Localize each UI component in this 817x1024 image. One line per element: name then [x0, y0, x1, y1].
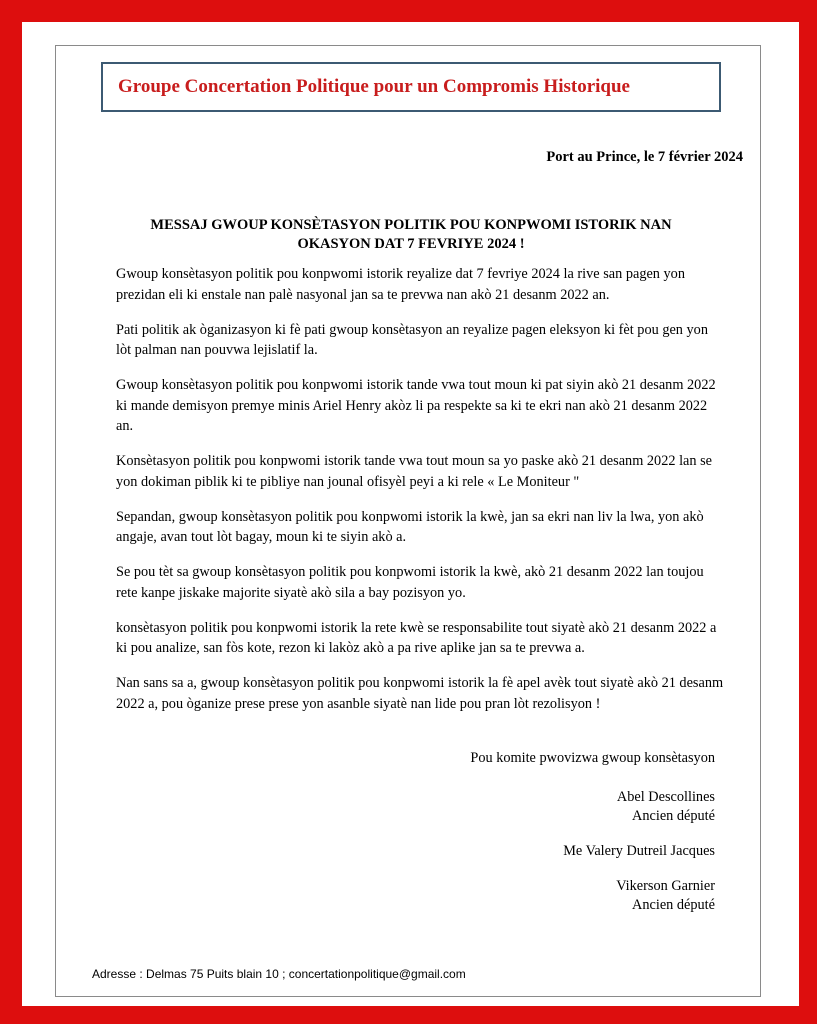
document-title-line-1: MESSAJ GWOUP KONSÈTASYON POLITIK POU KONPWOMI ISTORIK NAN [150, 217, 672, 233]
letterhead-title: Groupe Concertation Politique pour un Compromis Historique [118, 76, 630, 97]
paragraph: Sepandan, gwoup konsètasyon politik pou konpwomi istorik la kwè, jan sa ekri nan liv la lwa, yon akò angaje, avan tout lòt bagay, moun ki te siyin akò a. [116, 508, 704, 545]
paragraph: Gwoup konsètasyon politik pou konpwomi istorik reyalize dat 7 fevriye 2024 la rive san pagen yon prezidan eli ki enstale nan palè nasyonal jan sa te prevwa nan akò 21 desanm 2022 an. [116, 266, 685, 303]
signer [470, 788, 715, 826]
signer-name: Me Valery Dutreil Jacques [563, 843, 715, 859]
signer-title: Ancien député [632, 808, 715, 824]
paragraph: Se pou tèt sa gwoup konsètasyon politik pou konpwomi istorik la kwè, akò 21 desanm 2022 lan toujou rete kanpe jiskake majorite siyatè akò sila a bay pozisyon yo. [116, 564, 704, 601]
signer [470, 842, 715, 861]
signature-block [470, 749, 715, 931]
paragraph: Gwoup konsètasyon politik pou konpwomi istorik tande vwa tout moun ki pat siyin akò 21 desanm 2022 ki mande demisyon premye minis Ariel Henry akòz li pa respekte sa ki te ekri nan akò 21 desanm 2022 an. [116, 377, 716, 434]
footer-address: Adresse : Delmas 75 Puits blain 10 ; concertationpolitique@gmail.com [92, 967, 466, 981]
paragraph: Pati politik ak òganizasyon ki fè pati gwoup konsètasyon an reyalize pagen eleksyon ki fèt pou gen yon lòt palman nan pouvwa lejislatif la. [116, 321, 708, 358]
signer-name: Abel Descollines [616, 789, 715, 805]
signer-title: Ancien député [632, 897, 715, 913]
letter-page [55, 45, 761, 997]
document-body [116, 264, 726, 729]
signer [470, 877, 715, 915]
dateline: Port au Prince, le 7 février 2024 [546, 149, 743, 165]
paragraph: Nan sans sa a, gwoup konsètasyon politik pou konpwomi istorik la fè apel avèk tout siyatè akò 21 desanm 2022 a, pou òganize prese prese yon asanble siyatè nan lide pou pran lòt rezolisyon ! [116, 675, 724, 712]
paragraph: Konsètasyon politik pou konpwomi istorik tande vwa tout moun sa yo paske akò 21 desanm 2022 lan se yon dokiman piblik ki te pibliye nan jounal ofisyèl peyi a ki rele « Le Moniteur " [116, 453, 713, 490]
signer-name: Vikerson Garnier [616, 878, 715, 894]
document-title [96, 216, 726, 254]
letterhead-box [101, 62, 721, 112]
paragraph: konsètasyon politik pou konpwomi istorik la rete kwè se responsabilite tout siyatè akò 21 desanm 2022 a ki pou analize, san fòs kote, rezon ki lakòz akò a pa rive aplike jan sa te prevwa a. [116, 619, 717, 656]
document-title-line-2: OKASYON DAT 7 FEVRIYE 2024 ! [297, 236, 525, 252]
signature-intro: Pou komite pwovizwa gwoup konsètasyon [470, 750, 715, 766]
